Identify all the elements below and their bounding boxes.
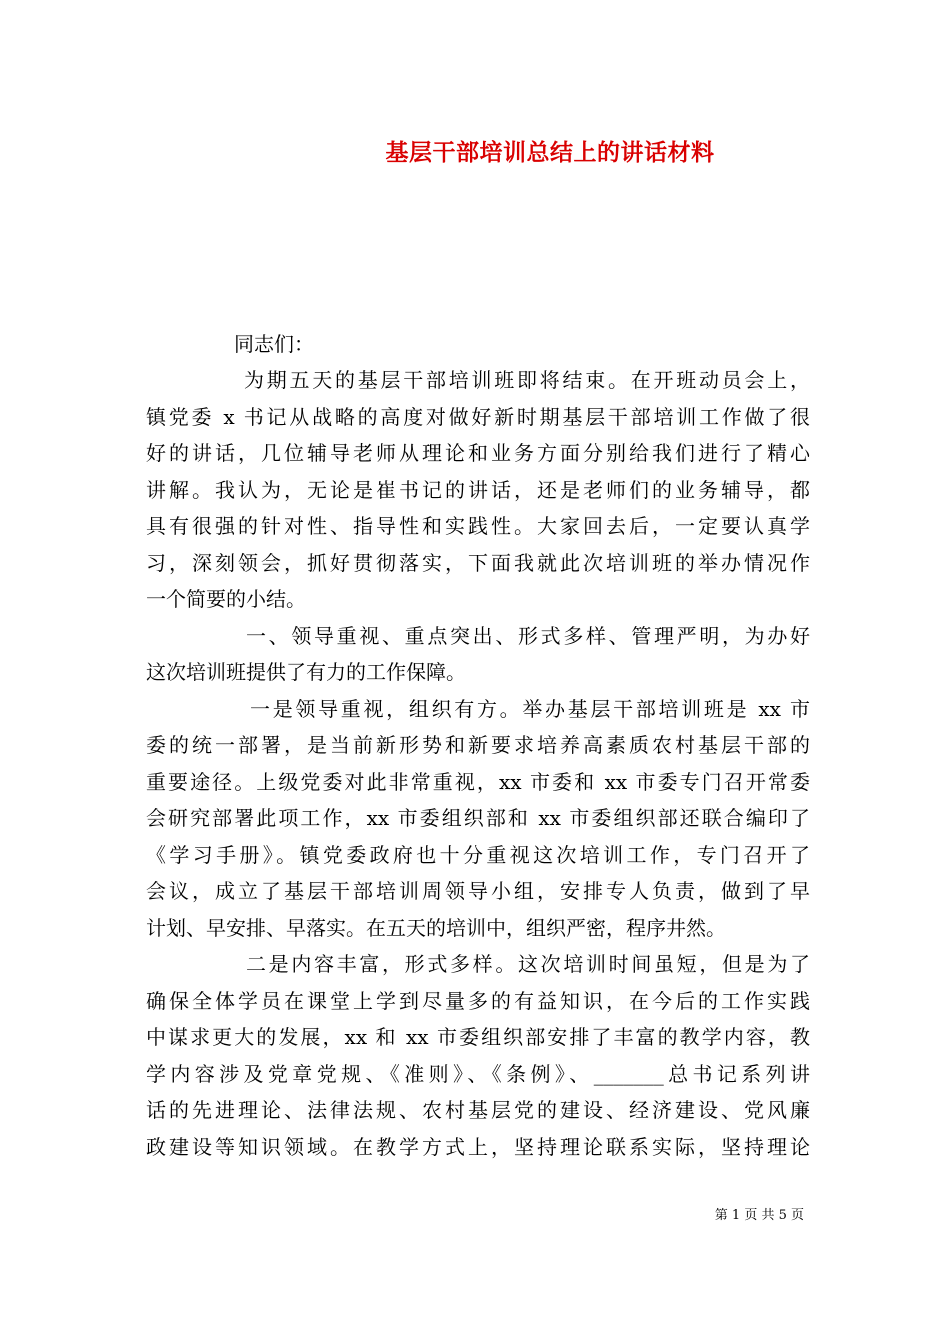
text-line: 《学习手册》。镇党委政府也十分重视这次培训工作，专门召开了 [146, 842, 810, 867]
text-line: 一是领导重视，组织有方。举办基层干部培训班是 xx 市 [250, 696, 810, 721]
greeting: 同志们： [234, 332, 314, 356]
text-line: 确保全体学员在课堂上学到尽量多的有益知识，在今后的工作实践 [146, 988, 810, 1013]
text-line: 一个简要的小结。 [146, 587, 306, 611]
text-line: 话的先进理论、法律法规、农村基层党的建设、经济建设、党风廉 [146, 1098, 810, 1122]
text-line: 二是内容丰富，形式多样。这次培训时间虽短，但是为了 [246, 952, 810, 976]
text-line: 具有很强的针对性、指导性和实践性。大家回去后，一定要认真学 [146, 514, 810, 538]
text-line: 这次培训班提供了有力的工作保障。 [146, 660, 466, 684]
document-body [146, 362, 810, 1165]
text-line: 委的统一部署，是当前新形势和新要求培养高素质农村基层干部的 [146, 733, 810, 757]
page-number-footer: 第 1 页 共 5 页 [714, 1208, 804, 1223]
text-line: 计划、早安排、早落实。在五天的培训中，组织严密，程序井然。 [146, 915, 726, 940]
paragraph-content [146, 946, 810, 1165]
text-line: 重要途径。上级党委对此非常重视，xx 市委和 xx 市委专门召开常委 [146, 769, 810, 794]
document-title: 基层干部培训总结上的讲话材料 [385, 139, 715, 166]
paragraph-leadership [146, 691, 810, 947]
text-line: 为期五天的基层干部培训班即将结束。在开班动员会上， [244, 368, 810, 392]
text-line: 一、领导重视、重点突出、形式多样、管理严明，为办好 [246, 623, 810, 648]
text-line: 好的讲话，几位辅导老师从理论和业务方面分别给我们进行了精心 [146, 441, 810, 465]
paragraph-section-one-heading [146, 618, 810, 691]
text-line: 中谋求更大的发展，xx 和 xx 市委组织部安排了丰富的教学内容，教 [146, 1025, 810, 1049]
paragraph-opening [146, 362, 810, 618]
text-line: 会研究部署此项工作，xx 市委组织部和 xx 市委组织部还联合编印了 [146, 806, 810, 830]
text-line: 讲解。我认为，无论是崔书记的讲话，还是老师们的业务辅导，都 [146, 477, 810, 502]
text-line: 镇党委 x 书记从战略的高度对做好新时期基层干部培训工作做了很 [146, 404, 810, 429]
text-line: 会议，成立了基层干部培训周领导小组，安排专人负责，做到了早 [146, 879, 810, 903]
text-line: 习，深刻领会，抓好贯彻落实，下面我就此次培训班的举办情况作 [146, 550, 810, 575]
text-line: 学内容涉及党章党规、《准则》、《条例》、_______总书记系列讲 [146, 1061, 810, 1086]
text-line: 政建设等知识领域。在教学方式上，坚持理论联系实际，坚持理论 [146, 1134, 810, 1159]
